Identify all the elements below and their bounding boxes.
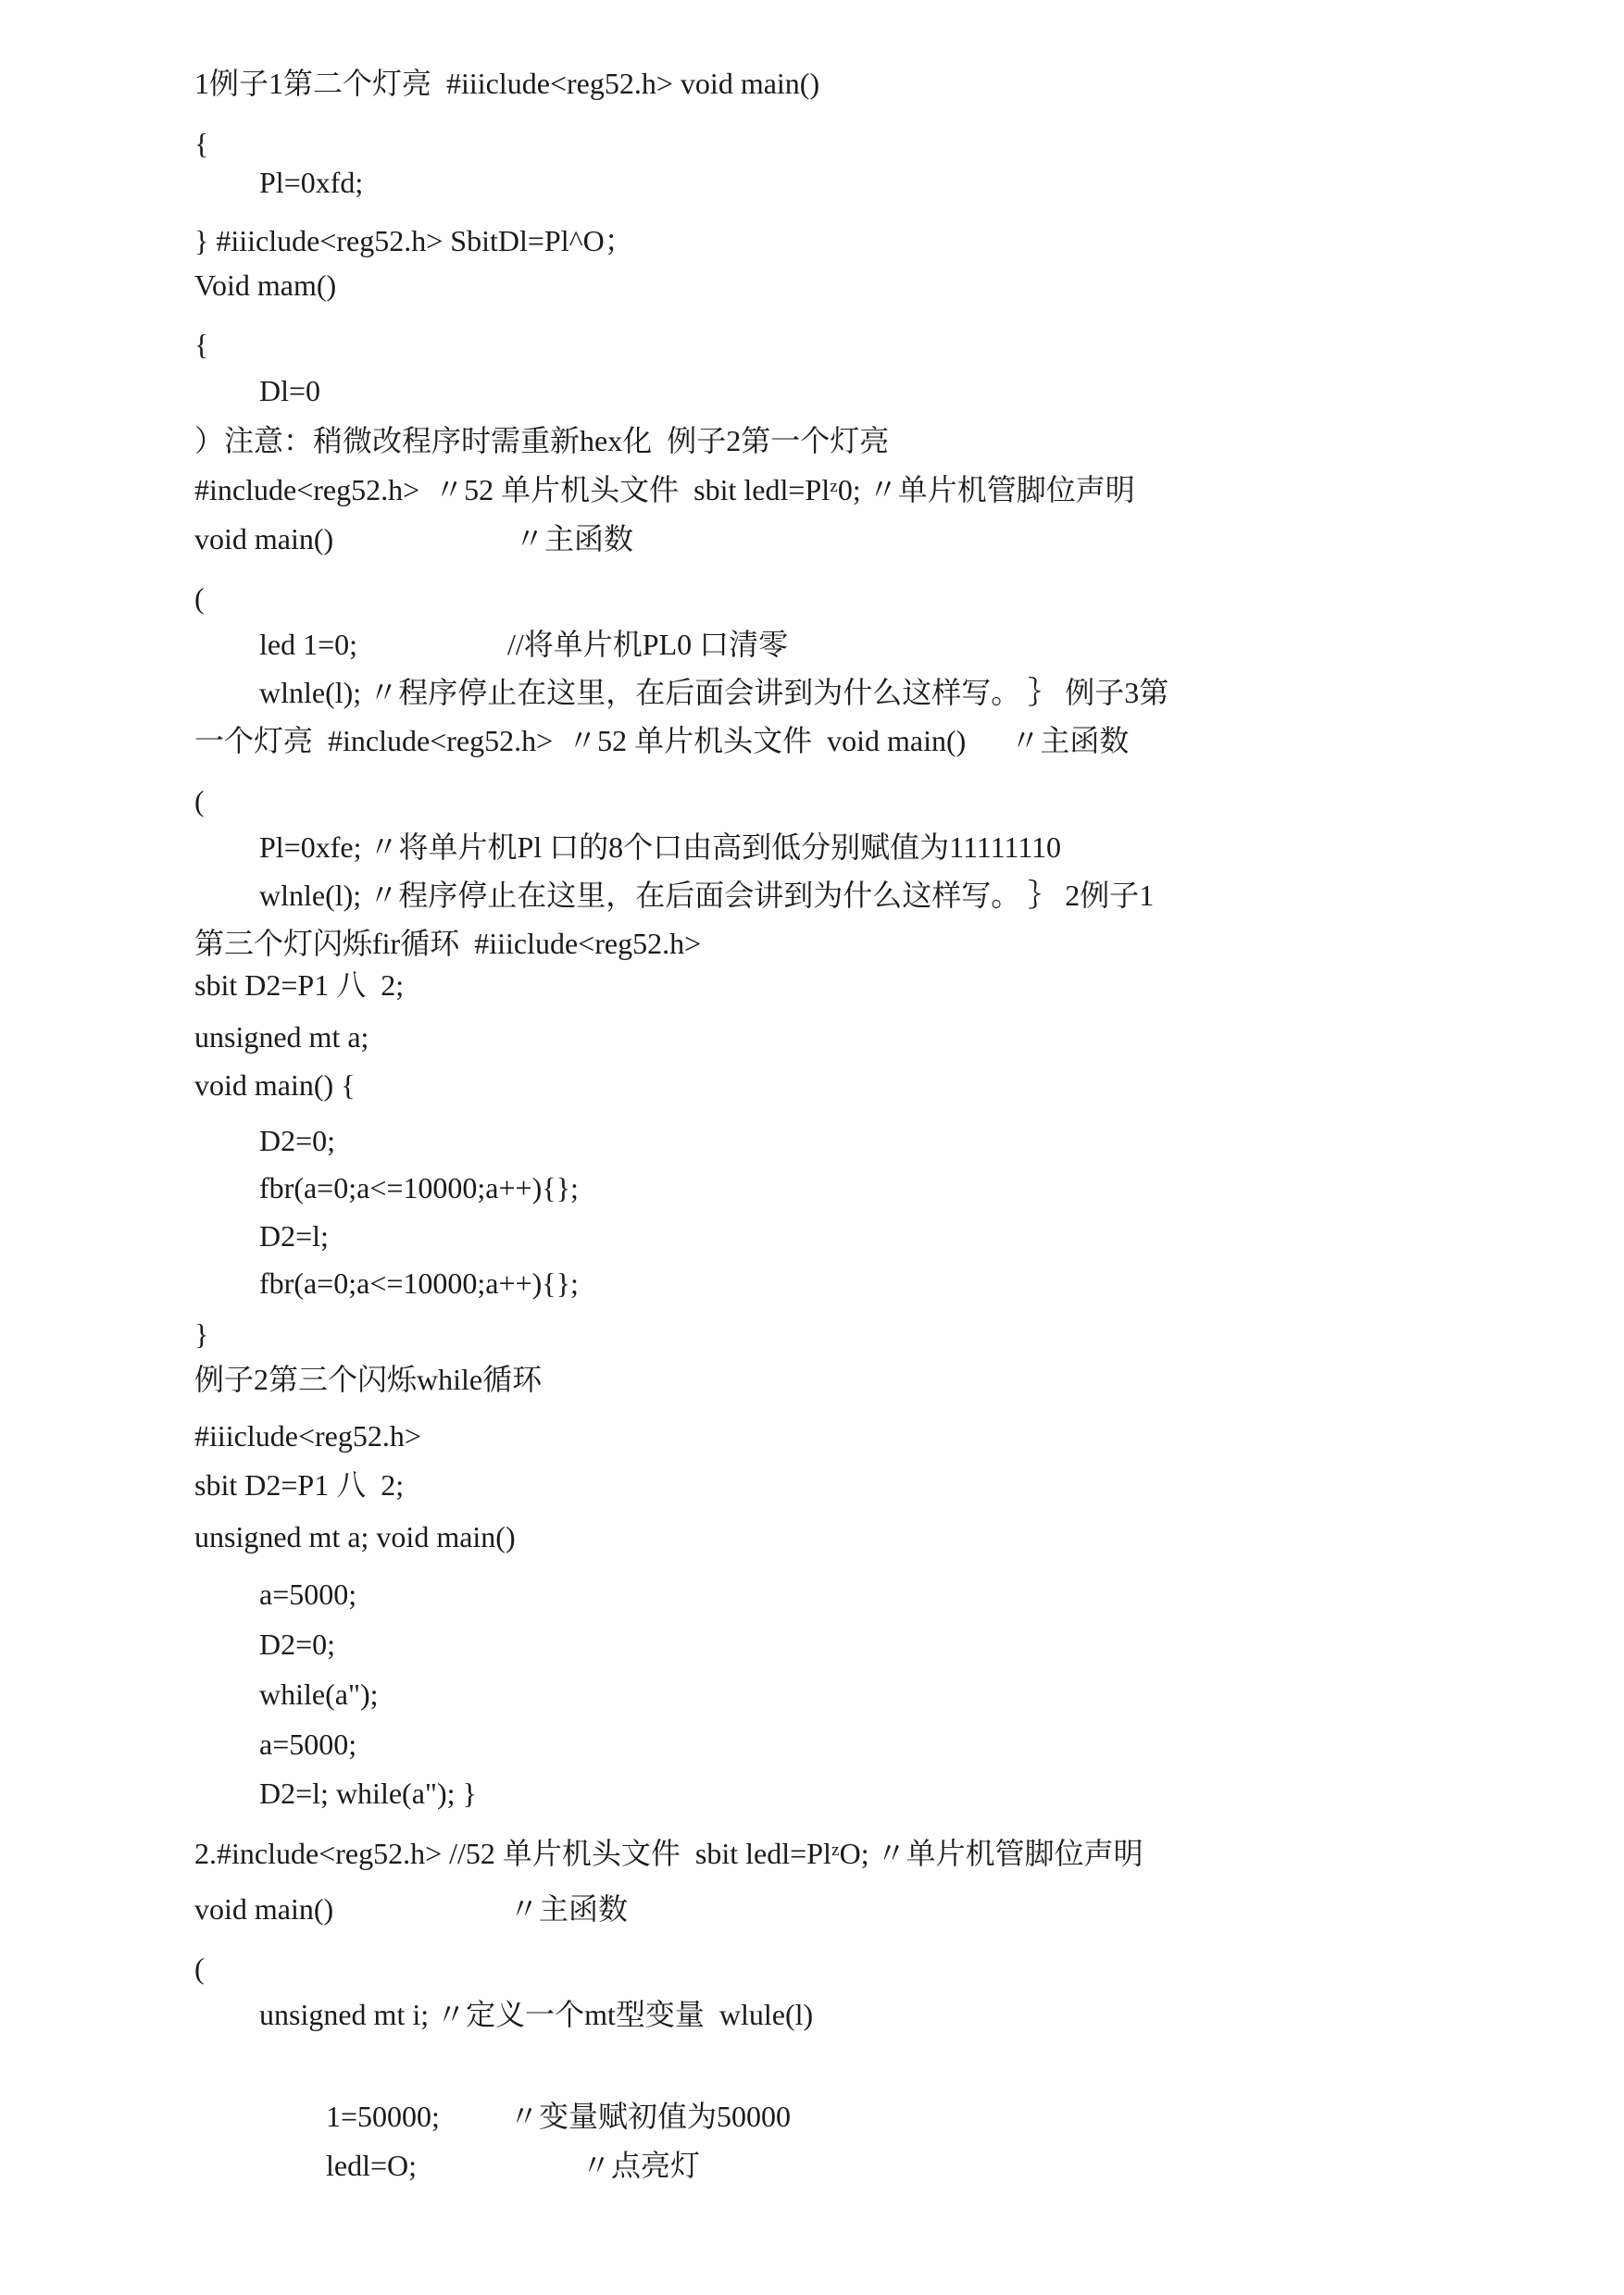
text-line: 第三个灯闪烁fir循环 #iiiclude<reg52.h> xyxy=(194,927,702,960)
text-line: 2.#include<reg52.h> //52 单片机头文件 sbit ledl=PlᶻO; 〃单片机管脚位声明 xyxy=(194,1837,1143,1870)
text-line: unsigned mt i; 〃定义一个mt型变量 wlule(l) xyxy=(259,1998,814,2031)
text-line: fbr(a=0;a<=10000;a++){}; xyxy=(259,1171,579,1204)
text-line: wlnle(l); 〃程序停止在这里，在后面会讲到为什么这样写。 ｝ 例子3第 xyxy=(259,676,1169,709)
text-line: 1=50000; xyxy=(326,2100,440,2133)
text-line: unsigned mt a; void main() xyxy=(194,1520,516,1553)
text-line: Pl=0xfe; 〃将单片机Pl 口的8个口由高到低分别赋值为11111110 xyxy=(259,830,1062,864)
text-line: #iiiclude<reg52.h> xyxy=(194,1419,421,1453)
text-line: ）注意：稍微改程序时需重新hex化 例子2第一个灯亮 xyxy=(194,424,890,457)
code-comment: 〃主函数 xyxy=(509,1892,629,1926)
code-comment: 〃变量赋初值为50000 xyxy=(509,2100,792,2133)
text-line: 一个灯亮 #include<reg52.h> 〃52 单片机头文件 void main() 〃主函数 xyxy=(194,724,1130,757)
text-line: Void mam() xyxy=(194,268,337,302)
text-line: D2=l; while(a"); } xyxy=(259,1777,477,1810)
text-line: void main() { xyxy=(194,1068,356,1102)
text-line: wlnle(l); 〃程序停止在这里，在后面会讲到为什么这样写。 ｝ 2例子1 xyxy=(259,879,1155,912)
code-comment: //将单片机PL0 口清零 xyxy=(507,628,789,661)
text-line: 例子2第三个闪烁while循环 xyxy=(194,1363,543,1396)
text-line: D2=l; xyxy=(259,1219,329,1253)
text-line: ( xyxy=(194,1952,205,1985)
text-line: void main() xyxy=(194,1892,334,1926)
text-line: a=5000; xyxy=(259,1727,357,1761)
text-line: D2=0; xyxy=(259,1124,336,1157)
text-line: while(a"); xyxy=(259,1678,379,1711)
text-line: a=5000; xyxy=(259,1578,357,1611)
text-line: ( xyxy=(194,784,205,817)
text-line: 1例子1第二个灯亮 #iiiclude<reg52.h> void main() xyxy=(194,67,820,100)
text-line: fbr(a=0;a<=10000;a++){}; xyxy=(259,1266,579,1300)
text-line: { xyxy=(194,127,209,160)
text-line: led 1=0; xyxy=(259,628,358,661)
text-line: Dl=0 xyxy=(259,374,321,407)
code-comment: 〃点亮灯 xyxy=(581,2149,701,2182)
text-line: #include<reg52.h> 〃52 单片机头文件 sbit ledl=Plᶻ0; 〃单片机管脚位声明 xyxy=(194,473,1135,506)
text-line: unsigned mt a; xyxy=(194,1020,369,1054)
text-line: } xyxy=(194,1317,209,1351)
text-line: { xyxy=(194,328,209,361)
text-line: } #iiiclude<reg52.h> SbitDl=Pl^O； xyxy=(194,224,634,257)
text-line: Pl=0xfd; xyxy=(259,166,364,199)
text-line: sbit D2=P1 八 2; xyxy=(194,968,405,1002)
text-line: void main() xyxy=(194,522,334,555)
text-line: sbit D2=P1 八 2; xyxy=(194,1468,405,1502)
text-line: ledl=O; xyxy=(326,2149,418,2182)
text-line: ( xyxy=(194,581,205,615)
text-line: D2=0; xyxy=(259,1628,336,1661)
code-comment: 〃主函数 xyxy=(515,522,634,555)
